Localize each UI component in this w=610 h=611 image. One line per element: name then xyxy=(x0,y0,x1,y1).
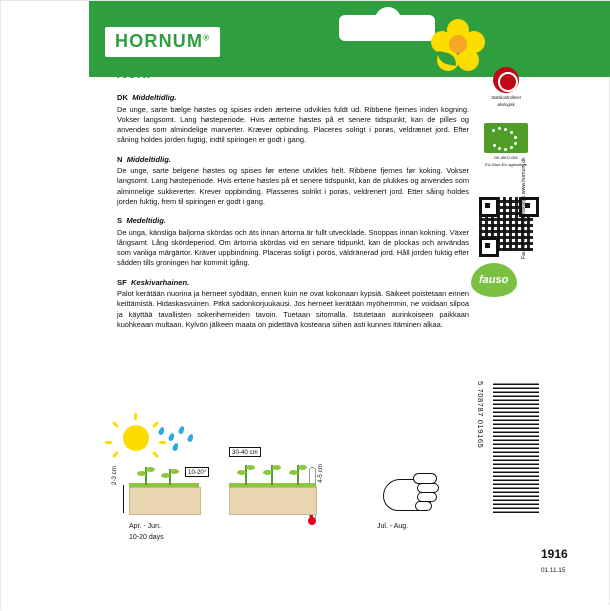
soil-box-sowing xyxy=(129,487,201,515)
language-subtitle-sf: Keskivarhainen. xyxy=(130,277,190,287)
language-code-s: S xyxy=(117,216,123,226)
variety-name: Norli xyxy=(117,65,152,82)
language-code-n: N xyxy=(117,154,123,164)
language-subtitle-dk: Middeltidlig. xyxy=(132,93,177,102)
left-green-edge xyxy=(85,1,93,611)
company-address-vertical: Fauso A/S Neergaardsvej 1 www.hornum.dk xyxy=(521,157,527,259)
language-heading-n xyxy=(117,155,469,165)
article-number: 1916 xyxy=(541,547,568,561)
flower-icon xyxy=(431,19,487,71)
print-date: 01.11.15 xyxy=(541,567,566,574)
fauso-logo xyxy=(471,263,519,303)
language-block-sf xyxy=(117,278,469,331)
registered-mark: ® xyxy=(203,33,211,43)
state-organic-line2: økologisk xyxy=(497,102,515,107)
language-body-dk: De unge, sarte bælge høstes og spises inden ærterne udvikles fuldt ud. Ribbene fjernes inden kogning. Vokser langsomt. Lang høsteperiode. Hvis ærterne høstes på et senere tidspunkt, kan de pilles og anvendes som almindelige marverter. Kræver opbinding. Placeres solrigt i porøs, veldrænet jord. Efter såning holdes jorden fugtig, indtil spiringen er godt i gang. xyxy=(117,104,469,145)
soil-surface-sowing xyxy=(129,483,199,487)
brand-logo xyxy=(105,27,220,57)
language-heading-sf xyxy=(117,278,469,288)
hanging-hole-notch xyxy=(375,7,401,21)
eu-organic-origin: EU-/Non-EU agriculture xyxy=(484,162,527,167)
eu-leaf-icon xyxy=(484,123,528,153)
eu-organic-code: DK-ØKO-050 xyxy=(494,155,518,160)
language-block-s xyxy=(117,216,469,269)
barcode-number: 5 708787 019165 xyxy=(476,381,485,449)
sow-months-label: Apr. - Jun. xyxy=(129,523,161,530)
language-subtitle-n: Middeltidlig. xyxy=(126,154,172,164)
harvest-months-label: Jul. - Aug. xyxy=(377,523,409,530)
language-block-dk xyxy=(117,93,469,146)
state-organic-icon xyxy=(493,67,519,93)
soil-box-spacing xyxy=(229,487,317,515)
language-block-n xyxy=(117,155,469,208)
language-code-sf: SF xyxy=(117,277,127,287)
language-body-sf: Palot kerätään nuorina ja herneet syödään, ennen kuin ne ovat kokonaan kypsiä. Säikeet poistetaan ennen keittämistä. Hidaskasvuinen. Pitkä sadonkorjuukausi. Jos herneet kerätään myöhemmin, ne voidaan silpoa ja käyttää tavallisten sokeriherneiden tavoin. Tuetaan sitomalla. Istutetaan aurinkoiseen paikkaan kuohkeaan multaan. Kylvön jälkeen maata on pidettävä kosteana siihen asti kunnes itäminen alkaa. xyxy=(117,289,469,329)
bottom-edge xyxy=(89,605,610,611)
brand-name: HORNUM xyxy=(115,31,204,51)
row-spacing-label: 30-40 cm xyxy=(229,447,261,457)
barcode xyxy=(493,383,539,513)
left-margin-strip xyxy=(1,1,89,611)
sowing-depth-label: 2-3 cm xyxy=(111,466,118,485)
description-text-block xyxy=(117,93,469,339)
sun-icon xyxy=(123,425,149,451)
language-body-n: De unge, sarte belgene høstes og spises før ertene utvikles helt. Ribbene fjernes før koking. Vokser langsomt. Lang høsteperiode. Hvis ertene høstes på et senere tidspunkt, kan de plukkes og anvendes som alminnelige sukkererter. Krever oppbinding. Plasseres solrikt i porøs, veldrenert jord. Etter såing holdes jorden fuktig, frem til spiringen er godt i gang. xyxy=(117,166,469,206)
harvest-hand-icon xyxy=(373,465,443,525)
language-heading-s xyxy=(117,216,469,226)
state-organic-mark xyxy=(478,67,534,109)
language-body-s: De unga, känsliga baljorna skördas och äts innan ärtorna är fullt utvecklade. Snoppas innan kokning. Växer långsamt. Lång skördeperiod. Om ärtorna skördas vid en senare tidpunkt, kan de plockas och användas som vanliga märgärtor. Kräver uppbindning. Placeras soligt i porös, väldränerad jord. Håll jorden fuktig efter sådden tills groningen har kommit igång. xyxy=(117,227,469,268)
fauso-label: fauso xyxy=(479,274,509,286)
language-code-dk: DK xyxy=(117,93,128,102)
state-organic-line1: Statskontrolleret xyxy=(491,95,521,100)
language-heading-dk xyxy=(117,93,469,103)
sowing-illustration xyxy=(111,421,461,561)
watering-icon xyxy=(159,425,199,455)
language-subtitle-s: Medeltidig. xyxy=(126,216,166,226)
temperature-label: 10-20° xyxy=(185,467,209,477)
plant-spacing-label: 4-5 cm xyxy=(317,464,324,483)
germination-days-label: 10-20 days xyxy=(129,534,164,541)
